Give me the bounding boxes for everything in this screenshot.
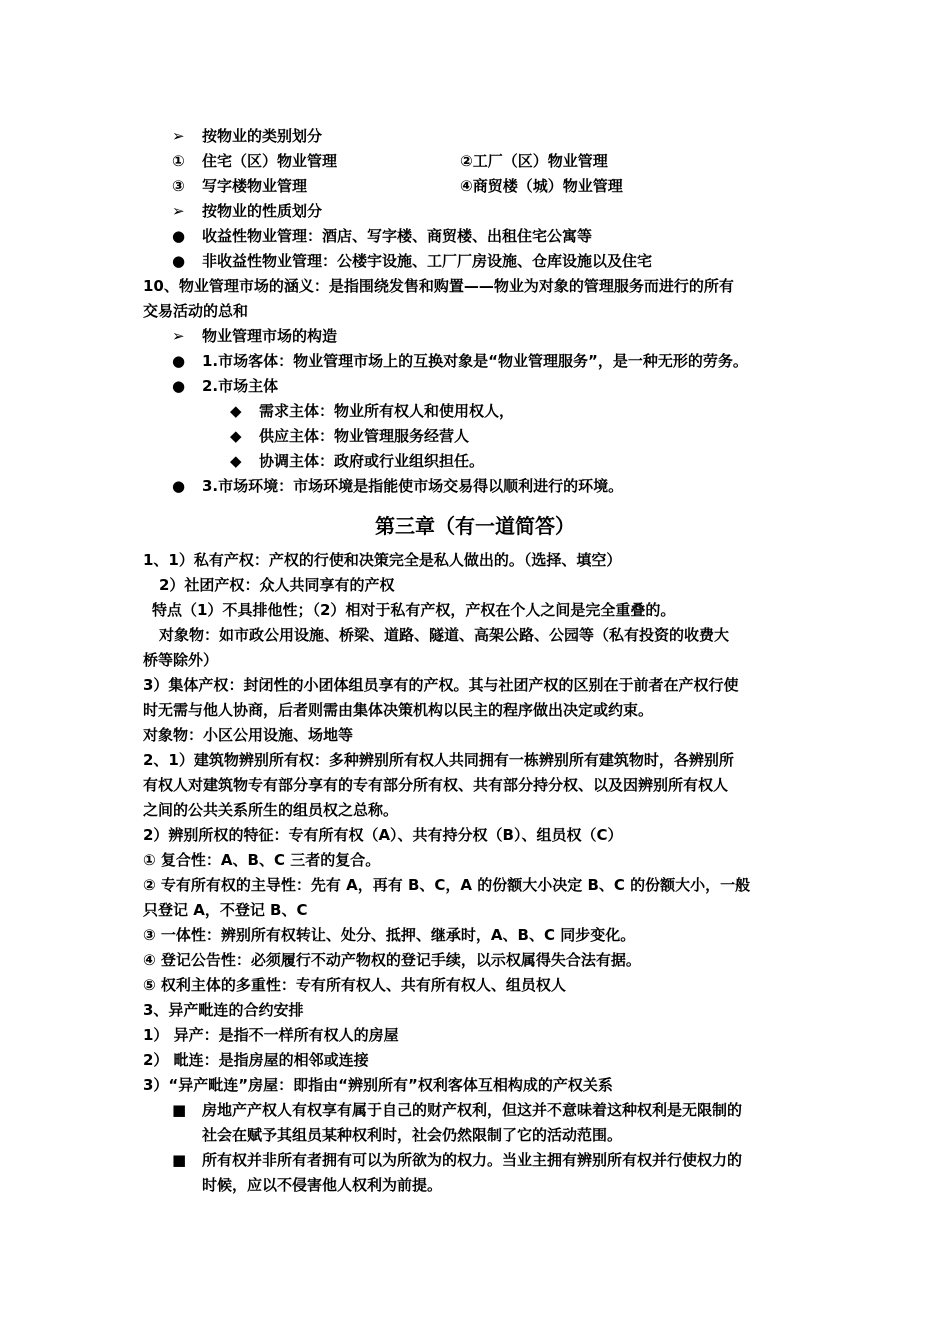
list-item: 协调主体：政府或行业组织担任。	[259, 452, 485, 470]
paragraph-line: 3）“异产毗连”房屋：即指由“辨别所有”权利客体互相构成的产权关系	[143, 1076, 613, 1094]
dot-bullet-icon: ●	[172, 352, 186, 370]
list-item: 所有权并非所有者拥有可以为所欲为的权力。当业主拥有辨别所有权并行使权力的	[202, 1151, 743, 1169]
list-item: 住宅（区）物业管理	[202, 152, 338, 170]
square-bullet-icon: ■	[172, 1151, 187, 1169]
paragraph-line: 2、1）建筑物辨别所有权：多种辨别所有权人共同拥有一栋辨别所有建筑物时，各辨别所	[143, 751, 734, 769]
paragraph-line: 只登记 A，不登记 B、C	[143, 901, 308, 919]
paragraph-line: 对象物：小区公用设施、场地等	[143, 726, 354, 744]
paragraph-line: 有权人对建筑物专有部分享有的专有部分所有权、共有部分持分权、以及因辨别所有权人	[143, 776, 729, 794]
list-item: 1.市场客体：物业管理市场上的互换对象是“物业管理服务”，是一种无形的劳务。	[202, 352, 748, 370]
dot-bullet-icon: ●	[172, 377, 186, 395]
arrow-bullet-icon: ➢	[172, 202, 185, 220]
list-item: 物业管理市场的构造	[202, 327, 338, 345]
paragraph-line: ④ 登记公告性：必须履行不动产物权的登记手续，以示权属得失合法有据。	[143, 951, 641, 969]
list-item: 按物业的性质划分	[202, 202, 323, 220]
dot-bullet-icon: ●	[172, 252, 186, 270]
list-item: ④商贸楼（城）物业管理	[460, 177, 623, 195]
list-item: ②工厂（区）物业管理	[460, 152, 608, 170]
paragraph-line: 桥等除外）	[143, 651, 219, 669]
arrow-bullet-icon: ➢	[172, 127, 185, 145]
list-item-continuation: 社会在赋予其组员某种权利时，社会仍然限制了它的活动范围。	[202, 1126, 623, 1144]
paragraph-line: 10、物业管理市场的涵义：是指围绕发售和购置——物业为对象的管理服务而进行的所有	[143, 277, 734, 295]
arrow-bullet-icon: ➢	[172, 327, 185, 345]
square-bullet-icon: ■	[172, 1101, 187, 1119]
list-item: 写字楼物业管理	[202, 177, 308, 195]
paragraph-line: 2） 毗连：是指房屋的相邻或连接	[143, 1051, 369, 1069]
list-item: 收益性物业管理：酒店、写字楼、商贸楼、出租住宅公寓等	[202, 227, 593, 245]
list-item: 3.市场环境：市场环境是指能使市场交易得以顺利进行的环境。	[202, 477, 624, 495]
paragraph-line: ③ 一体性：辨别所有权转让、处分、抵押、继承时，A、B、C 同步变化。	[143, 926, 636, 944]
list-item: 非收益性物业管理：公楼宇设施、工厂厂房设施、仓库设施以及住宅	[202, 252, 653, 270]
paragraph-line: 2）社团产权：众人共同享有的产权	[159, 576, 395, 594]
paragraph-line: ② 专有所有权的主导性：先有 A，再有 B、C，A 的份额大小决定 B、C 的份额大小，一般	[143, 876, 751, 894]
diamond-bullet-icon: ◆	[230, 427, 242, 445]
paragraph-line: ① 复合性：A、B、C 三者的复合。	[143, 851, 381, 869]
paragraph-line: 1、1）私有产权：产权的行使和决策完全是私人做出的。（选择、填空）	[143, 551, 622, 569]
diamond-bullet-icon: ◆	[230, 402, 242, 420]
dot-bullet-icon: ●	[172, 227, 186, 245]
diamond-bullet-icon: ◆	[230, 452, 242, 470]
paragraph-line: 交易活动的总和	[143, 302, 249, 320]
paragraph-line: 特点（1）不具排他性；（2）相对于私有产权，产权在个人之间是完全重叠的。	[152, 601, 676, 619]
list-item: 房地产产权人有权享有属于自己的财产权利，但这并不意味着这种权利是无限制的	[202, 1101, 743, 1119]
paragraph-line: 3、异产毗连的合约安排	[143, 1001, 304, 1019]
list-item: 2.市场主体	[202, 377, 279, 395]
dot-bullet-icon: ●	[172, 477, 186, 495]
paragraph-line: 时无需与他人协商，后者则需由集体决策机构以民主的程序做出决定或约束。	[143, 701, 654, 719]
list-item: 按物业的类别划分	[202, 127, 323, 145]
list-item-continuation: 时候，应以不侵害他人权利为前提。	[202, 1176, 443, 1194]
paragraph-line: ⑤ 权利主体的多重性：专有所有权人、共有所有权人、组员权人	[143, 976, 566, 994]
circled-number: ①	[172, 152, 185, 170]
list-item: 供应主体：物业管理服务经营人	[259, 427, 470, 445]
paragraph-line: 之间的公共关系所生的组员权之总称。	[143, 801, 399, 819]
paragraph-line: 1） 异产：是指不一样所有权人的房屋	[143, 1026, 399, 1044]
list-item: 需求主体：物业所有权人和使用权人，	[259, 402, 515, 420]
circled-number: ③	[172, 177, 185, 195]
chapter-title: 第三章（有一道简答）	[375, 514, 575, 538]
paragraph-line: 2）辨别所权的特征：专有所有权（A）、共有持分权（B）、组员权（C）	[143, 826, 623, 844]
paragraph-line: 对象物：如市政公用设施、桥梁、道路、隧道、高架公路、公园等（私有投资的收费大	[159, 626, 730, 644]
paragraph-line: 3）集体产权：封闭性的小团体组员享有的产权。其与社团产权的区别在于前者在产权行使	[143, 676, 739, 694]
